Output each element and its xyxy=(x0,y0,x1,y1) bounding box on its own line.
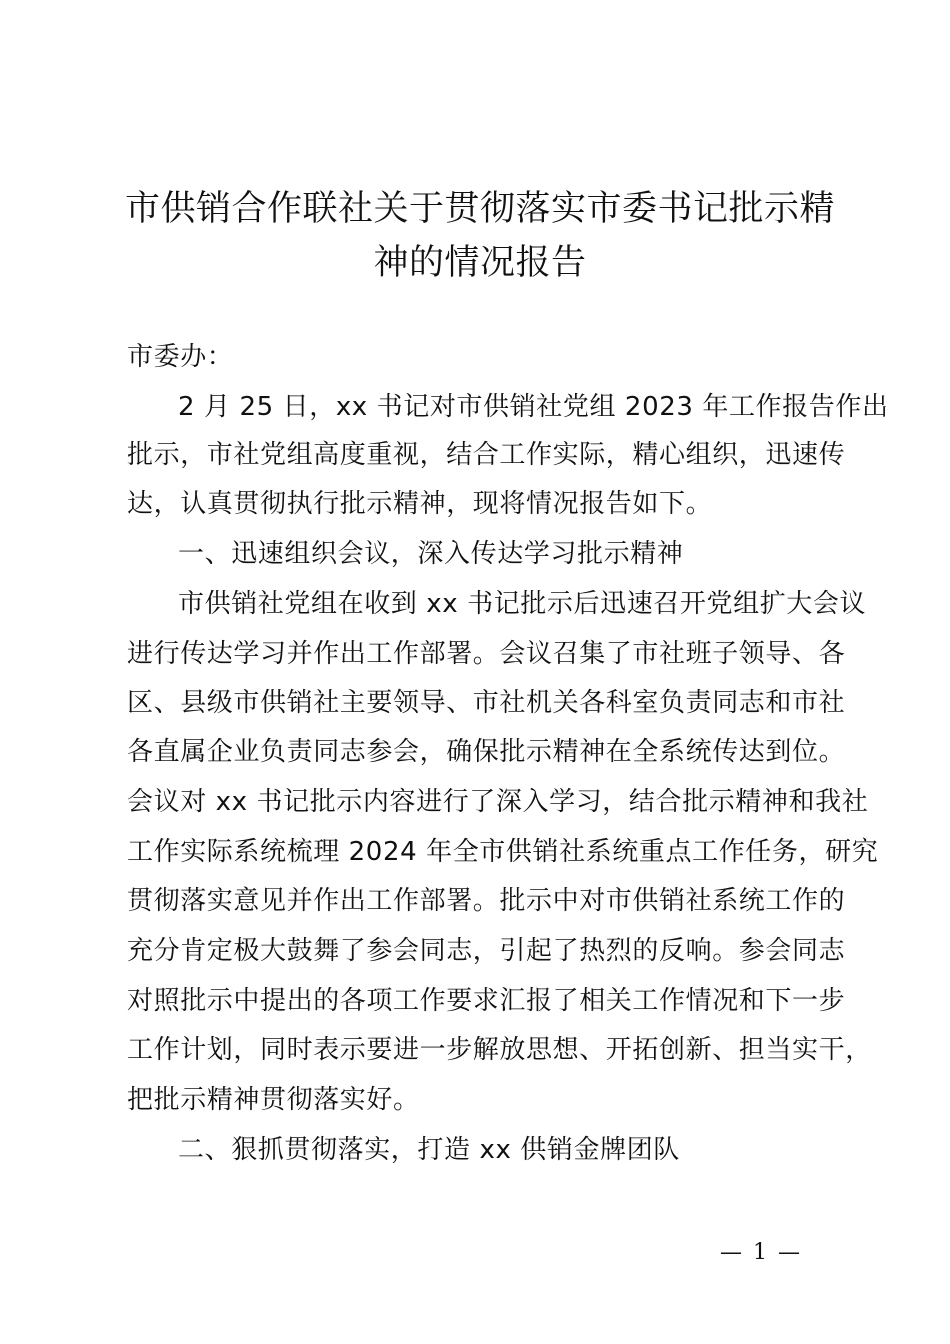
section-heading-1: 一、迅速组织会议，深入传达学习批示精神 xyxy=(178,539,684,569)
title-line-1: 市供销合作联社关于贯彻落实市委书记批示精 xyxy=(124,189,835,229)
paragraph-1-line-1: 2 月 25 日，xx 书记对市供销社党组 2023 年工作报告作出 xyxy=(178,392,889,422)
section-heading-2: 二、狠抓贯彻落实，打造 xx 供销金牌团队 xyxy=(178,1135,680,1165)
paragraph-2-line-4: 各直属企业负责同志参会，确保批示精神在全系统传达到位。 xyxy=(127,737,846,767)
paragraph-2-line-1: 市供销社党组在收到 xx 书记批示后迅速召开党组扩大会议 xyxy=(178,589,867,619)
paragraph-2-line-6: 工作实际系统梳理 2024 年全市供销社系统重点工作任务，研究 xyxy=(127,837,879,867)
page-number: — 1 — xyxy=(720,1240,802,1265)
paragraph-2-line-9: 对照批示中提出的各项工作要求汇报了相关工作情况和下一步 xyxy=(127,986,846,1016)
paragraph-2-line-5: 会议对 xx 书记批示内容进行了深入学习，结合批示精神和我社 xyxy=(127,787,869,817)
title-line-2: 神的情况报告 xyxy=(373,243,587,283)
document-title xyxy=(110,182,850,290)
paragraph-2-line-11: 把批示精神贯彻落实好。 xyxy=(127,1085,420,1115)
paragraph-1-line-2: 批示，市社党组高度重视，结合工作实际，精心组织，迅速传 xyxy=(127,440,846,470)
paragraph-2-line-3: 区、县级市供销社主要领导、市社机关各科室负责同志和市社 xyxy=(127,688,846,718)
paragraph-2-line-2: 进行传达学习并作出工作部署。会议召集了市社班子领导、各 xyxy=(127,639,846,669)
salutation: 市委办： xyxy=(127,342,234,372)
paragraph-2-line-10: 工作计划，同时表示要进一步解放思想、开拓创新、担当实干， xyxy=(127,1035,872,1065)
paragraph-1-line-3: 达，认真贯彻执行批示精神，现将情况报告如下。 xyxy=(127,489,713,519)
paragraph-2-line-7: 贯彻落实意见并作出工作部署。批示中对市供销社系统工作的 xyxy=(127,886,846,916)
paragraph-2-line-8: 充分肯定极大鼓舞了参会同志，引起了热烈的反响。参会同志 xyxy=(127,936,846,966)
